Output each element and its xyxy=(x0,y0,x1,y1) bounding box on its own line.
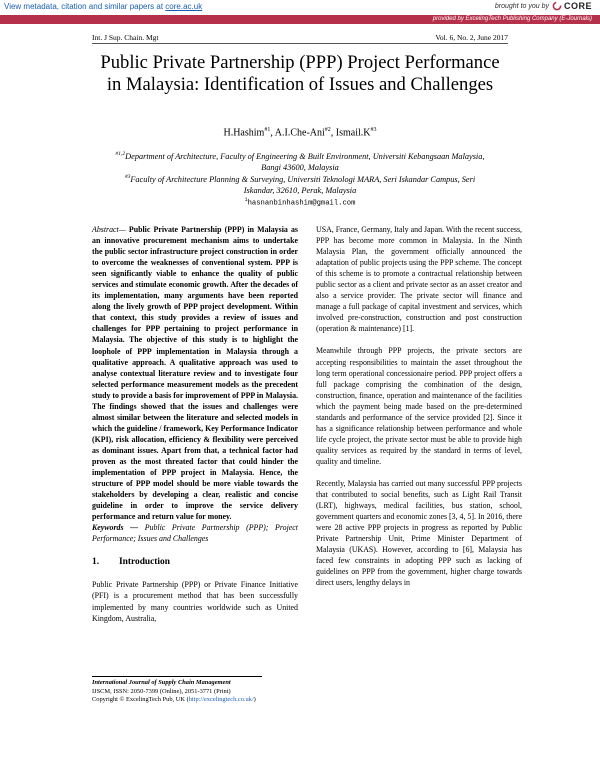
core-link-text[interactable]: View metadata, citation and similar papers at xyxy=(4,2,166,11)
core-branding xyxy=(495,1,592,11)
core-logo[interactable] xyxy=(552,1,592,11)
journal-footnote xyxy=(92,676,298,705)
author-name: H.Hashim xyxy=(223,127,265,139)
core-brought-by: brought to you by xyxy=(494,2,549,10)
author-sup: #2 xyxy=(324,127,331,133)
paper-title: Public Private Partnership (PPP) Project Performance in Malaysia: Identification of Issues and Challenges xyxy=(100,52,500,95)
abstract-text: Public Private Partnership (PPP) in Malaysia as an innovative procurement mechanism aims to undertake the public sector infrastructure project construction in order to overcome the weaknesses of conventional system. PPP is seen significantly viable to enhance the quality of public services and stimulate economic growth. After the decades of its implementation, many arguments have been reported along the lively growth of PPP project development. Within that context, this study provides a review of issues and challenges for PPP pertaining to project performance in Malaysia. The objective of this study is to highlight the loophole of PPP implementation in Malaysia through a qualitative approach. A qualitative approach was used to analyse contextual literature review and to investigate four selected performance measurement models as the precedent study to provide a basis for improvement of PPP in Malaysia. The findings showed that the issues and challenges were almost similar between the literature and selected models in which the guideline / framework, Key Performance Indicator (KPI), risk allocation, efficiency & flexibility were perceived as dominant issues. Apart from that, a technical factor had proven as the most threated factor that could hinder the implementation of PPP project in Malaysia. Hence, the structure of PPP model should be more viable towards the stakeholders by developing a clear, realistic and concise guideline in order to improve the service delivery performance and return value for money. xyxy=(92,225,298,522)
core-banner xyxy=(0,0,600,15)
header-divider xyxy=(92,43,508,44)
provided-by-bar xyxy=(0,15,600,24)
section-heading xyxy=(92,557,298,568)
affiliation-1 xyxy=(92,149,508,173)
publisher-link[interactable]: http://excelingtech.co.uk/ xyxy=(188,696,254,704)
copyright-text: Copyright © ExcelingTech Pub, UK ( xyxy=(92,696,189,704)
core-logo-icon xyxy=(552,1,562,11)
affiliation-line: Iskandar, 32610, Perak, Malaysia xyxy=(243,185,357,195)
affiliation-line: Faculty of Architecture Planning & Surveying, Universiti Teknologi MARA, Seri Iskandar Campus, Seri xyxy=(130,174,476,184)
footnote-divider xyxy=(92,676,262,677)
abstract xyxy=(92,224,298,522)
author-name: Ismail.K xyxy=(335,127,371,139)
keywords xyxy=(92,522,298,544)
body-paragraph: Recently, Malaysia has carried out many successful PPP projects that contributed to social benefits, such as Light Rail Transit (LRT), highways, medical facilities, bus station, school, government quarters and economic zones [3, 4, 5]. In 2016, there were 28 active PPP projects in progress as reported by Public Private Partnership Unit, Prime Minister Department of Malaysia (UKAS). However, according to [6], Malaysia has faced few constraints in adopting PPP such as lacking of guidelines on PPP from the government, higher charge towards direct users, lengthy delays in xyxy=(316,478,522,588)
author-list: H.Hashim$^{\#1}$, A.I.Che-Ani$^{\#2}$, $Ismail.K^{\#3}$ xyxy=(223,127,377,139)
keywords-text: Public Private Partnership (PPP); Project Performance; Issues and Challenges xyxy=(92,523,298,544)
running-header-journal: Int. J Sup. Chain. Mgt xyxy=(92,33,159,42)
author-sup: #3 xyxy=(370,127,377,133)
corresponding-email[interactable] xyxy=(92,197,508,207)
affiliation-line: Bangi 43600, Malaysia xyxy=(261,162,339,172)
core-link-host[interactable]: core.ac.uk xyxy=(165,2,203,11)
core-logo-text: CORE xyxy=(563,1,592,11)
provided-by-text[interactable]: provided by ExcelingTech Publishing Company (E-Journals) xyxy=(432,16,592,22)
affiliation-line: Department of Architecture, Faculty of Engineering & Built Environment, Universiti Kebangsaan Malaysia, xyxy=(125,151,485,161)
section-number: 1. xyxy=(92,557,100,568)
core-metadata-link[interactable] xyxy=(4,2,202,11)
affiliation-sup: #3 xyxy=(124,174,131,180)
abstract-dash: — xyxy=(118,225,129,234)
left-column xyxy=(92,224,298,624)
author-name: A.I.Che-Ani xyxy=(274,127,325,139)
section-title: Introduction xyxy=(119,557,170,568)
abstract-label: Abstract xyxy=(92,225,119,234)
body-paragraph: Meanwhile through PPP projects, the private sectors are accepting responsibilities to maintain the asset throughout the long term operational concessionaire period. PPP project offers a full package comprising the combination of the design, construction, finance, operation and maintenance of the facilities which the payment being made based on the pre-determined standards and performance of the service provided [2]. Since it has a significance relationship between performance and whole life cycle project, the private sector must be able to provide high quality services as required by the standard in terms of level, quality and timeline. xyxy=(316,346,522,466)
intro-paragraph: Public Private Partnership (PPP) or Private Finance Initiative (PFI) is a procurement method that has been successfully implemented by many countries worldwide such as United Kingdom, Australia, xyxy=(92,580,298,623)
footnote-copyright xyxy=(92,696,298,705)
running-header-volume: Vol. 6, No. 2, June 2017 xyxy=(435,33,508,42)
right-column xyxy=(316,224,522,588)
email-address[interactable]: hasnanbinhashim@gmail.com xyxy=(247,199,356,208)
body-paragraph: USA, France, Germany, Italy and Japan. With the recent success, PPP has become more common in Malaysia. In the Ninth Malaysia Plan, the government officially announced the adaptation of public projects using the PPP scheme. The concept of this scheme is to promote a contractual relationship between public sector as a client and private sector as an asset creator and also a service provider. The private sector will finance and manage a full package of capital investment and services, which involved pre-construction, construction and post construction (operation & maintenance) [1]. xyxy=(316,225,522,334)
footnote-issn: IJSCM, ISSN: 2050-7399 (Online), 2051-3771 (Print) xyxy=(92,687,231,695)
keywords-label: Keywords — xyxy=(92,523,145,533)
email-sup: 1 xyxy=(244,197,248,203)
affiliation-sup: #1,2 xyxy=(115,151,126,157)
copyright-close: ) xyxy=(253,696,256,704)
footnote-journal-name: International Journal of Supply Chain Management xyxy=(92,678,231,686)
affiliation-2 xyxy=(92,172,508,196)
author-sup: #1 xyxy=(264,127,271,133)
